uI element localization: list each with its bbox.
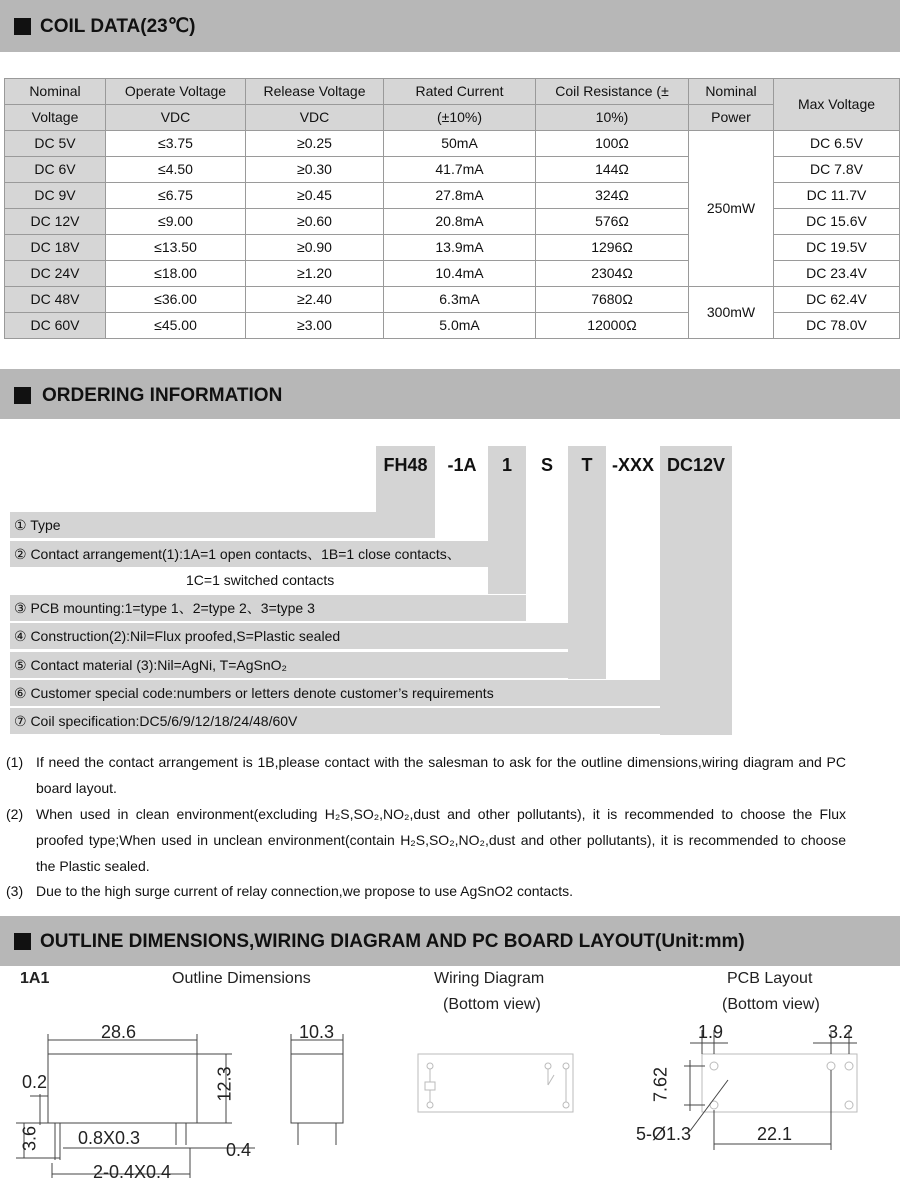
table-cell: ≥2.40 xyxy=(246,287,384,313)
ordering-item: ③ PCB mounting:1=type 1、2=type 2、3=type 3 xyxy=(10,595,526,621)
dim-pcb-holes: 5-Ø1.3 xyxy=(636,1124,692,1144)
table-cell: 12000Ω xyxy=(536,313,689,339)
section-title: ORDERING INFORMATION xyxy=(42,385,283,406)
header-cell: Operate Voltage xyxy=(106,79,246,105)
table-cell: 5.0mA xyxy=(384,313,536,339)
ordering-item: ⑦ Coil specification:DC5/6/9/12/18/24/48/60V xyxy=(10,708,732,734)
header-cell: VDC xyxy=(106,105,246,131)
section-title: OUTLINE DIMENSIONS,WIRING DIAGRAM AND PC BOARD LAYOUT(Unit:mm) xyxy=(40,931,745,952)
header-cell: Voltage xyxy=(5,105,106,131)
dim-width: 10.3 xyxy=(299,1022,335,1042)
note-number: (2) xyxy=(6,806,24,822)
table-cell: ≥0.45 xyxy=(246,183,384,209)
table-cell: DC 23.4V xyxy=(774,261,900,287)
power-cell: 250mW xyxy=(689,131,774,287)
header-cell: Power xyxy=(689,105,774,131)
dim-height: 12.3 xyxy=(214,1066,235,1102)
table-cell: ≤13.50 xyxy=(106,235,246,261)
table-cell: 324Ω xyxy=(536,183,689,209)
table-cell: ≤36.00 xyxy=(106,287,246,313)
table-cell: ≥0.25 xyxy=(246,131,384,157)
table-cell: 13.9mA xyxy=(384,235,536,261)
header-cell: VDC xyxy=(246,105,384,131)
outline-dimensions-label: Outline Dimensions xyxy=(172,970,311,987)
header-cell: (±10%) xyxy=(384,105,536,131)
dim-pin-spec: 2-0.4X0.4 xyxy=(93,1162,172,1182)
table-cell: ≤45.00 xyxy=(106,313,246,339)
table-cell: DC 9V xyxy=(5,183,106,209)
code-part: T xyxy=(581,455,593,475)
ordering-item: ④ Construction(2):Nil=Flux proofed,S=Plastic sealed xyxy=(10,623,568,649)
variant-label: 1A1 xyxy=(20,970,50,987)
table-cell: DC 62.4V xyxy=(774,287,900,313)
table-cell: DC 6.5V xyxy=(774,131,900,157)
dim-pcb-b: 3.2 xyxy=(828,1022,854,1042)
header-cell: Rated Current xyxy=(384,79,536,105)
table-cell: 27.8mA xyxy=(384,183,536,209)
code-part: DC12V xyxy=(666,455,726,475)
wiring-view-label: (Bottom view) xyxy=(443,996,541,1013)
table-cell: 20.8mA xyxy=(384,209,536,235)
dim-length: 28.6 xyxy=(101,1022,137,1042)
code-part: 1 xyxy=(501,455,512,475)
note-text: If need the contact arrangement is 1B,please contact with the salesman to ask for the outline dimensions,wiring diagram and PC board layout. xyxy=(36,754,846,796)
dim-pin-thk: 0.4 xyxy=(226,1140,252,1160)
table-cell: 1296Ω xyxy=(536,235,689,261)
table-cell: DC 78.0V xyxy=(774,313,900,339)
code-part: FH48 xyxy=(383,455,428,475)
table-cell: DC 7.8V xyxy=(774,157,900,183)
table-cell: 576Ω xyxy=(536,209,689,235)
note-number: (3) xyxy=(6,883,24,899)
table-cell: 10.4mA xyxy=(384,261,536,287)
table-cell: DC 60V xyxy=(5,313,106,339)
table-cell: ≥1.20 xyxy=(246,261,384,287)
header-cell: Nominal xyxy=(5,79,106,105)
dim-pin-size: 0.8X0.3 xyxy=(78,1128,141,1148)
table-cell: ≥0.30 xyxy=(246,157,384,183)
section-title: COIL DATA(23℃) xyxy=(40,16,196,37)
ordering-item: ① Type xyxy=(10,512,435,538)
relay-body-front xyxy=(48,1054,197,1123)
table-cell: ≤9.00 xyxy=(106,209,246,235)
table-cell: ≤4.50 xyxy=(106,157,246,183)
wiring-diagram-label: Wiring Diagram xyxy=(434,970,545,987)
table-cell: DC 15.6V xyxy=(774,209,900,235)
table-cell: ≥3.00 xyxy=(246,313,384,339)
table-cell: ≤3.75 xyxy=(106,131,246,157)
header-cell: Release Voltage xyxy=(246,79,384,105)
pcb-layout-label: PCB Layout xyxy=(727,970,813,987)
dim-pin-len: 3.6 xyxy=(19,1125,40,1152)
table-cell: 2304Ω xyxy=(536,261,689,287)
table-cell: 6.3mA xyxy=(384,287,536,313)
table-cell: ≤6.75 xyxy=(106,183,246,209)
ordering-item: ② Contact arrangement(1):1A=1 open contacts、1B=1 close contacts、 xyxy=(10,541,488,567)
power-cell: 300mW xyxy=(689,287,774,339)
code-part: -XXX xyxy=(611,455,654,475)
header-cell: 10%) xyxy=(536,105,689,131)
wiring-diagram xyxy=(418,1054,573,1112)
table-cell: DC 24V xyxy=(5,261,106,287)
table-cell: DC 11.7V xyxy=(774,183,900,209)
pcb-view-label: (Bottom view) xyxy=(722,996,820,1013)
header-cell: Nominal xyxy=(689,79,774,105)
dim-pcb-a: 1.9 xyxy=(698,1022,724,1042)
table-cell: 100Ω xyxy=(536,131,689,157)
table-cell: DC 48V xyxy=(5,287,106,313)
table-cell: 41.7mA xyxy=(384,157,536,183)
table-cell: DC 19.5V xyxy=(774,235,900,261)
table-cell: DC 18V xyxy=(5,235,106,261)
table-cell: ≤18.00 xyxy=(106,261,246,287)
note-number: (1) xyxy=(6,754,24,770)
ordering-item: ⑤ Contact material (3):Nil=AgNi, T=AgSnO₂ xyxy=(10,652,606,678)
dim-top-gap: 0.2 xyxy=(22,1072,48,1092)
header-cell: Max Voltage xyxy=(774,79,900,131)
table-cell: ≥0.60 xyxy=(246,209,384,235)
table-cell: DC 5V xyxy=(5,131,106,157)
ordering-item: 1C=1 switched contacts xyxy=(186,572,335,588)
note-text: When used in clean environment(excluding H₂S,SO₂,NO₂,dust and other pollutants), it is recommended to choose the Flux proofed type;When used in unclean environment(contain H₂S,SO₂,NO₂,dust and other pollutants), it is recommended to choose the Plastic sealed. xyxy=(36,806,846,874)
dim-pcb-c: 7.62 xyxy=(650,1066,671,1103)
table-cell: 50mA xyxy=(384,131,536,157)
dim-pcb-d: 22.1 xyxy=(757,1124,793,1144)
ordering-item: ⑥ Customer special code:numbers or letters denote customer’s requirements xyxy=(10,680,660,706)
note-text: Due to the high surge current of relay connection,we propose to use AgSnO2 contacts. xyxy=(36,883,573,899)
header-cell: Coil Resistance (± xyxy=(536,79,689,105)
table-cell: ≥0.90 xyxy=(246,235,384,261)
table-cell: 7680Ω xyxy=(536,287,689,313)
code-part: S xyxy=(540,455,553,475)
table-cell: 144Ω xyxy=(536,157,689,183)
relay-body-side xyxy=(291,1054,343,1123)
code-part: -1A xyxy=(447,455,477,475)
table-cell: DC 12V xyxy=(5,209,106,235)
table-cell: DC 6V xyxy=(5,157,106,183)
